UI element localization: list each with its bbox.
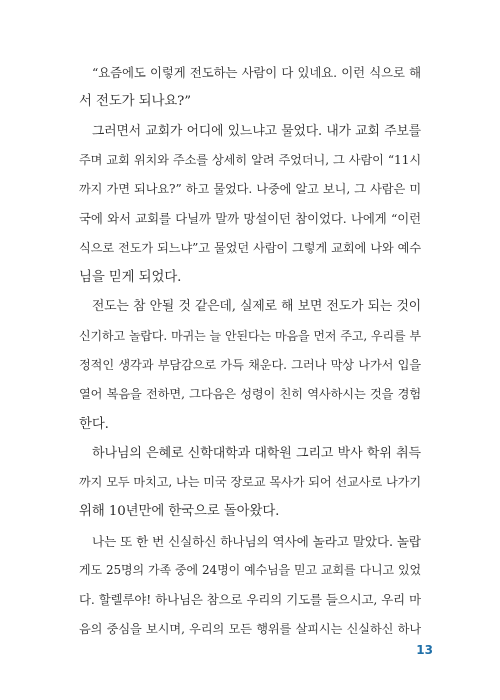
text-line: 열어 복음을 전하면, 그다음은 성령이 친히 역사하시는 것을 경험 <box>79 387 421 402</box>
text-line: 서 전도가 되나요?” <box>79 94 191 110</box>
text-line: 까지 가면 되나요?” 하고 물었다. 나중에 알고 보니, 그 사람은 미 <box>79 182 421 197</box>
text-line: 까지 모두 마치고, 나는 미국 장로교 목사가 되어 선교사로 나가기 <box>79 475 421 490</box>
text-line: 음의 중심을 보시며, 우리의 모든 행위를 살피시는 신실하신 하나 <box>79 621 421 636</box>
text-line: 하나님의 은혜로 신학대학과 대학원 그리고 박사 학위 취득 <box>92 445 421 461</box>
text-line: 정적인 생각과 부담감으로 가득 채운다. 그러나 막상 나가서 입을 <box>79 357 421 372</box>
page-number: 13 <box>416 643 433 657</box>
body-text <box>79 58 421 644</box>
text-line: “요즘에도 이렇게 전도하는 사람이 다 있네요. 이런 식으로 해 <box>92 65 421 80</box>
text-line: 님을 믿게 되었다. <box>79 270 182 286</box>
text-line: 국에 와서 교회를 다닐까 말까 망설이던 참이었다. 나에게 “이런 <box>79 211 421 227</box>
text-line: 게도 25명의 가족 중에 24명이 예수님을 믿고 교회를 다니고 있었 <box>79 563 421 578</box>
text-line: 식으로 전도가 되느냐”고 물었던 사람이 그렇게 교회에 나와 예수 <box>79 240 421 255</box>
text-line: 다. 할렐루야! 하나님은 참으로 우리의 기도를 들으시고, 우리 마 <box>79 592 421 608</box>
text-line: 한다. <box>79 416 109 432</box>
text-line: 위해 10년만에 한국으로 돌아왔다. <box>79 504 280 520</box>
text-line: 신기하고 놀랍다. 마귀는 늘 안된다는 마음을 먼저 주고, 우리를 부 <box>79 328 421 343</box>
text-line: 나는 또 한 번 신실하신 하나님의 역사에 놀라고 말았다. 놀랍 <box>92 533 421 549</box>
text-line: 주며 교회 위치와 주소를 상세히 알려 주었더니, 그 사람이 “11시 <box>79 152 421 167</box>
text-line: 전도는 참 안될 것 같은데, 실제로 해 보면 전도가 되는 것이 <box>92 299 421 315</box>
text-line: 그러면서 교회가 어디에 있느냐고 물었다. 내가 교회 주보를 <box>92 123 421 139</box>
